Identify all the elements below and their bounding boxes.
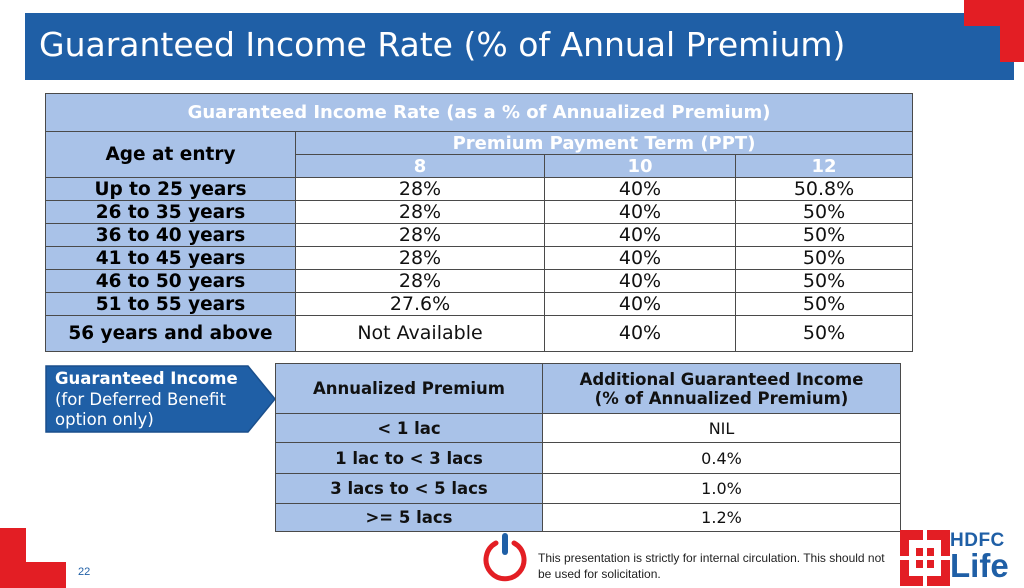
callout-line-2: (for Deferred Benefit (55, 389, 226, 409)
callout-title: Guaranteed Income (55, 369, 238, 388)
income-cell: 0.4% (543, 443, 901, 474)
rate-cell: 50% (736, 316, 913, 352)
table-row (276, 474, 901, 504)
slide-title: Guaranteed Income Rate (% of Annual Premium) (39, 25, 846, 64)
rate-cell: 50.8% (736, 178, 913, 201)
age-cell: 41 to 45 years (46, 247, 296, 270)
rate-cell: 28% (296, 224, 545, 247)
additional-income-header-line2: (% of Annualized Premium) (594, 388, 849, 408)
table-row (46, 270, 913, 293)
age-at-entry-header: Age at entry (46, 132, 296, 178)
rate-cell: 50% (736, 293, 913, 316)
rate-cell: 50% (736, 247, 913, 270)
title-bar (25, 13, 1014, 80)
income-cell: NIL (543, 414, 901, 443)
rate-cell: 40% (545, 316, 736, 352)
rate-cell: 50% (736, 224, 913, 247)
age-cell: 56 years and above (46, 316, 296, 352)
guaranteed-income-rate-table (45, 93, 913, 352)
rate-cell: 40% (545, 270, 736, 293)
logo-mark-icon (900, 530, 950, 586)
page-number: 22 (78, 566, 91, 578)
table-row (276, 414, 901, 443)
age-cell: 26 to 35 years (46, 201, 296, 224)
table-row (46, 316, 913, 352)
age-cell: 36 to 40 years (46, 224, 296, 247)
table-row (46, 293, 913, 316)
premium-cell: < 1 lac (276, 414, 543, 443)
additional-guaranteed-income-table (275, 363, 901, 532)
rate-cell: 50% (736, 201, 913, 224)
premium-cell: 3 lacs to < 5 lacs (276, 474, 543, 504)
additional-income-header (543, 364, 901, 414)
rate-cell: 27.6% (296, 293, 545, 316)
rate-cell: 40% (545, 247, 736, 270)
age-cell: 51 to 55 years (46, 293, 296, 316)
ppt-header: Premium Payment Term (PPT) (296, 132, 913, 155)
guaranteed-income-callout (45, 365, 277, 433)
power-icon (481, 531, 529, 583)
term-header-10: 10 (545, 155, 736, 178)
table-row (276, 504, 901, 532)
rate-cell: 28% (296, 178, 545, 201)
rate-cell: 50% (736, 270, 913, 293)
table-row (46, 224, 913, 247)
annualized-premium-header: Annualized Premium (276, 364, 543, 414)
premium-cell: 1 lac to < 3 lacs (276, 443, 543, 474)
logo-hdfc-text: HDFC (950, 530, 1005, 551)
term-header-12: 12 (736, 155, 913, 178)
logo-life-text: Life (950, 547, 1009, 584)
table-row (46, 178, 913, 201)
income-cell: 1.2% (543, 504, 901, 532)
table-row (46, 247, 913, 270)
additional-income-header-line1: Additional Guaranteed Income (579, 369, 864, 389)
corner-accent-bottom-left (0, 528, 66, 588)
rate-cell: 40% (545, 178, 736, 201)
table-heading: Guaranteed Income Rate (as a % of Annualized Premium) (46, 94, 913, 132)
rate-cell: 28% (296, 270, 545, 293)
rate-cell: 40% (545, 293, 736, 316)
disclaimer-text: This presentation is strictly for internal circulation. This should not be used for solicitation. (538, 551, 885, 581)
age-cell: Up to 25 years (46, 178, 296, 201)
hdfc-life-logo (898, 528, 1024, 588)
rate-cell: 28% (296, 201, 545, 224)
table-row (46, 201, 913, 224)
age-cell: 46 to 50 years (46, 270, 296, 293)
rate-cell: 40% (545, 224, 736, 247)
income-cell: 1.0% (543, 474, 901, 504)
callout-line-3: option only) (55, 410, 154, 429)
table-row (276, 443, 901, 474)
rate-cell: 28% (296, 247, 545, 270)
rate-cell: Not Available (296, 316, 545, 352)
premium-cell: >= 5 lacs (276, 504, 543, 532)
corner-accent-top-right (964, 0, 1024, 62)
rate-cell: 40% (545, 201, 736, 224)
term-header-8: 8 (296, 155, 545, 178)
